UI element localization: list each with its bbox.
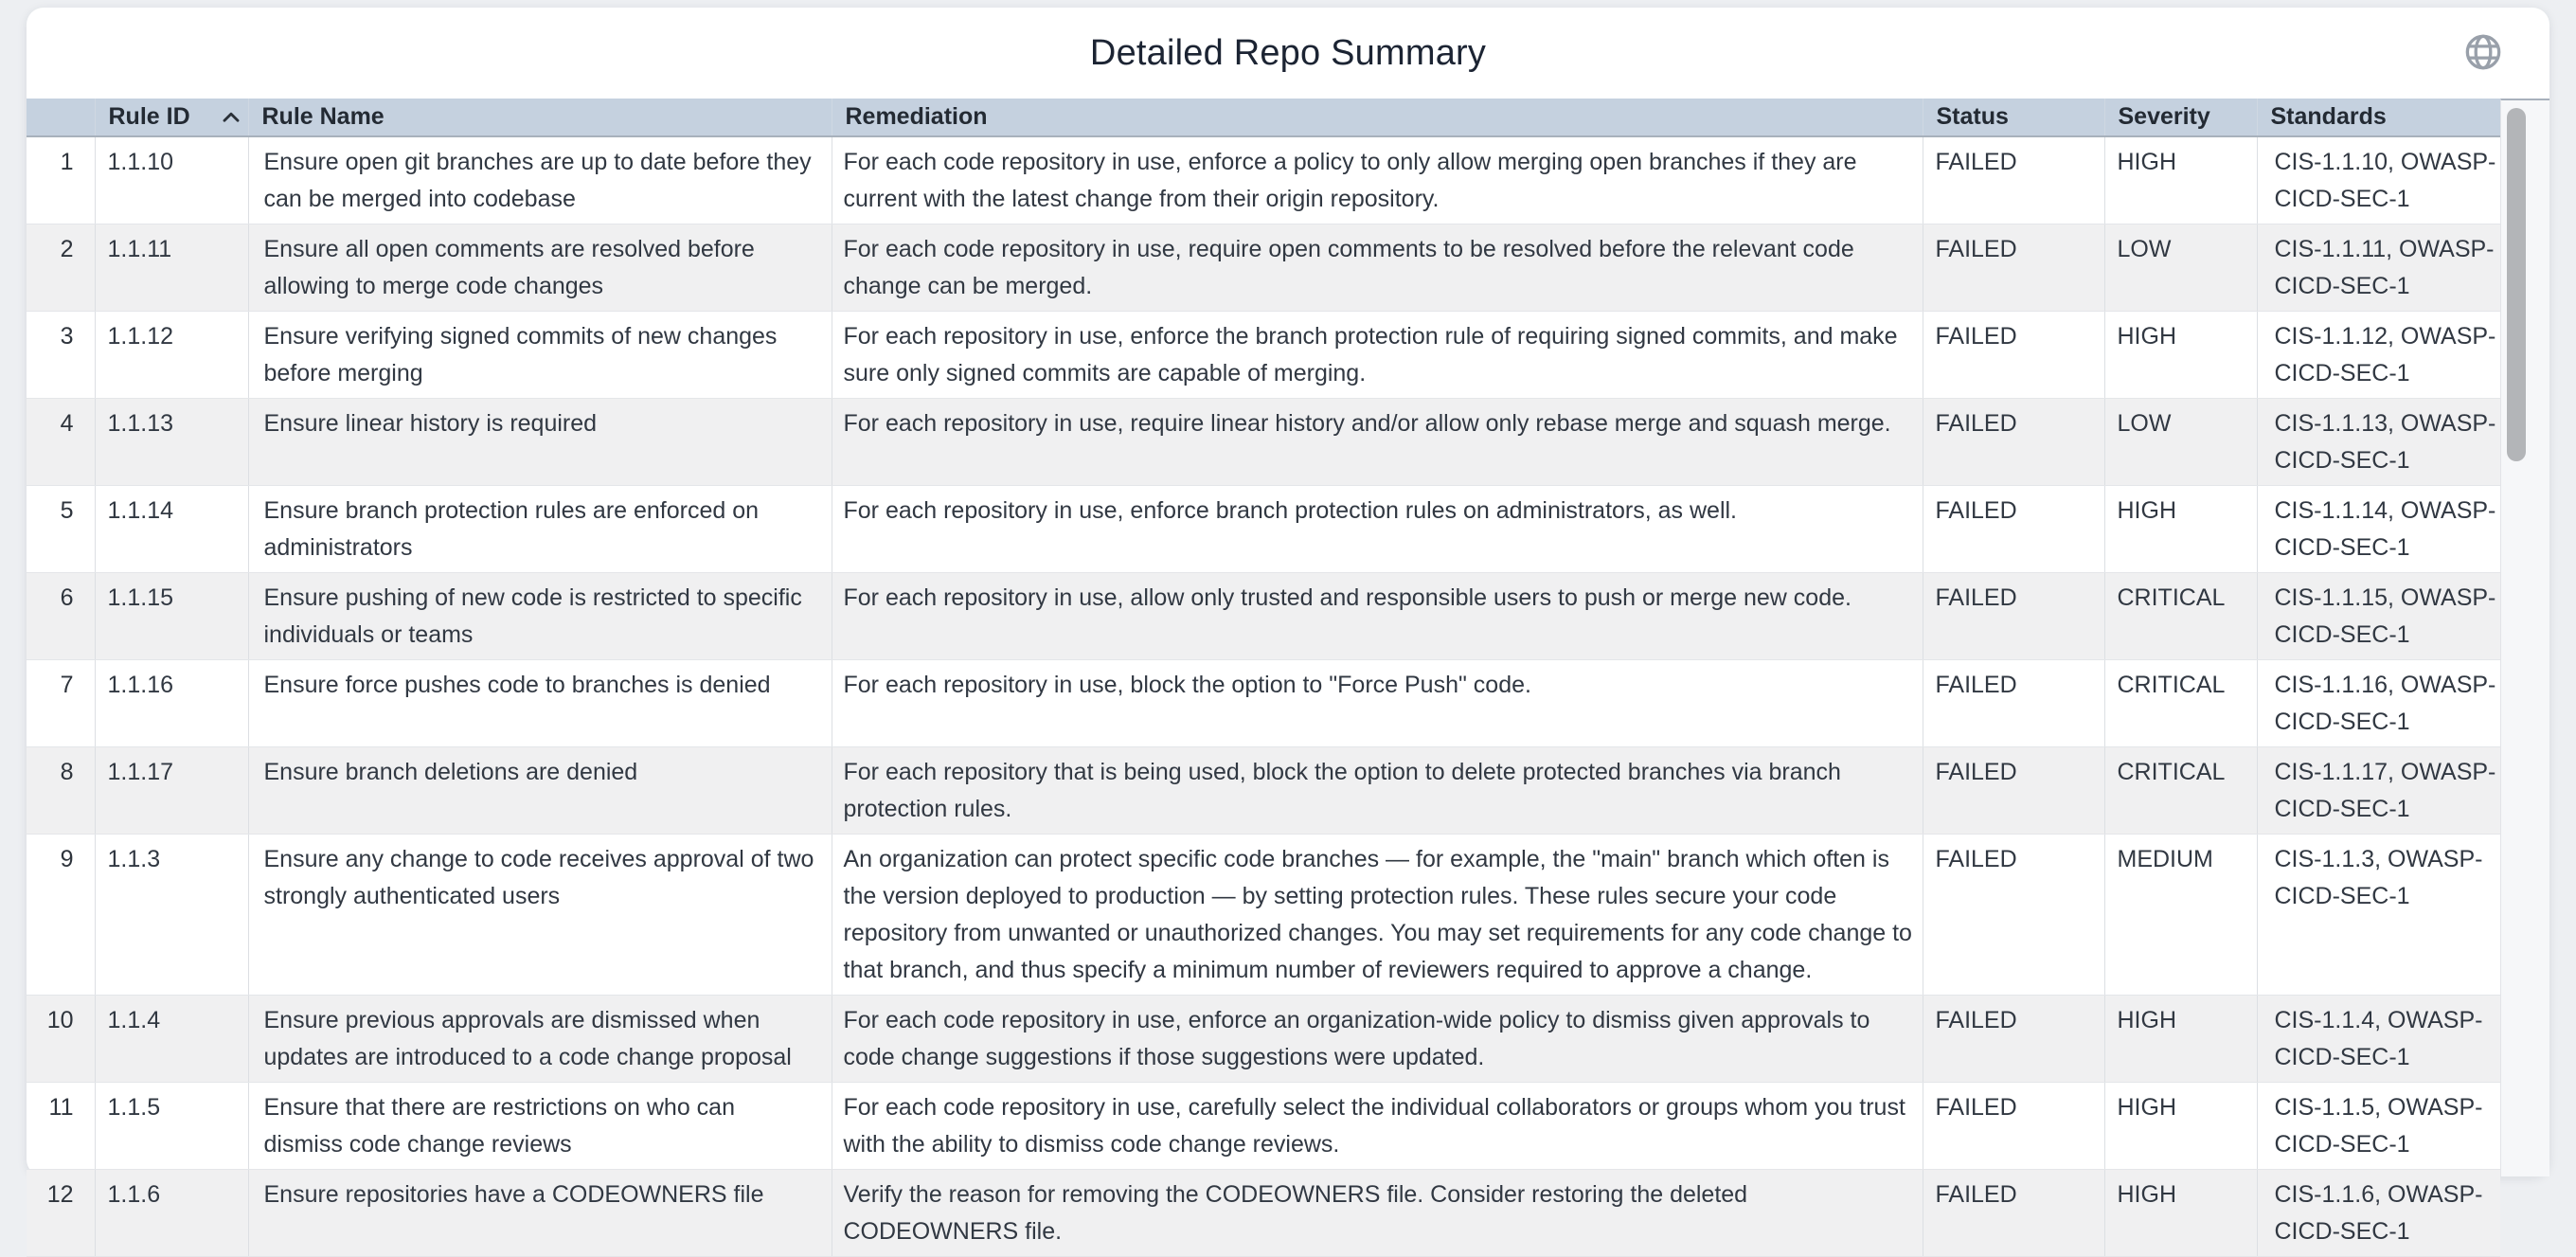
rule-id-cell: 1.1.6 <box>95 1170 248 1257</box>
sort-ascending-icon[interactable] <box>219 105 243 130</box>
status-cell: FAILED <box>1923 224 2104 312</box>
remediation-cell: For each code repository in use, require open comments to be resolved before the relevant code change can be merged. <box>832 224 1923 312</box>
severity-cell: HIGH <box>2104 1170 2257 1257</box>
row-index: 9 <box>27 835 95 996</box>
remediation-cell: For each code repository in use, enforce an organization-wide policy to dismiss given approvals to code change suggestions if those suggestions were updated. <box>832 996 1923 1083</box>
severity-cell: LOW <box>2104 224 2257 312</box>
rule-id-cell: 1.1.13 <box>95 399 248 486</box>
standards-cell: CIS-1.1.17, OWASP-CICD-SEC-1 <box>2257 747 2500 835</box>
column-header-rule-id[interactable] <box>95 99 248 136</box>
table-row <box>27 399 2500 486</box>
status-cell: FAILED <box>1923 1083 2104 1170</box>
severity-cell: CRITICAL <box>2104 660 2257 747</box>
severity-cell: MEDIUM <box>2104 835 2257 996</box>
table-row <box>27 486 2500 573</box>
row-index: 12 <box>27 1170 95 1257</box>
remediation-cell: Verify the reason for removing the CODEOWNERS file. Consider restoring the deleted CODEOWNERS file. <box>832 1170 1923 1257</box>
table-header-row <box>27 99 2500 136</box>
standards-cell: CIS-1.1.3, OWASP-CICD-SEC-1 <box>2257 835 2500 996</box>
rule-id-cell: 1.1.3 <box>95 835 248 996</box>
standards-cell: CIS-1.1.16, OWASP-CICD-SEC-1 <box>2257 660 2500 747</box>
standards-cell: CIS-1.1.5, OWASP-CICD-SEC-1 <box>2257 1083 2500 1170</box>
standards-cell: CIS-1.1.13, OWASP-CICD-SEC-1 <box>2257 399 2500 486</box>
remediation-cell: An organization can protect specific code branches — for example, the "main" branch which often is the version deployed to production — by setting protection rules. These rules secure your code repository from unwanted or unauthorized changes. You may set requirements for any code change to that branch, and thus specify a minimum number of reviewers required to approve a change. <box>832 835 1923 996</box>
table-row <box>27 996 2500 1083</box>
remediation-cell: For each repository that is being used, block the option to delete protected branches via branch protection rules. <box>832 747 1923 835</box>
rule-id-cell: 1.1.14 <box>95 486 248 573</box>
standards-cell: CIS-1.1.15, OWASP-CICD-SEC-1 <box>2257 573 2500 660</box>
rule-name-cell: Ensure that there are restrictions on who can dismiss code change reviews <box>248 1083 832 1170</box>
standards-cell: CIS-1.1.6, OWASP-CICD-SEC-1 <box>2257 1170 2500 1257</box>
rule-name-cell: Ensure verifying signed commits of new changes before merging <box>248 312 832 399</box>
table-row <box>27 747 2500 835</box>
status-cell: FAILED <box>1923 747 2104 835</box>
standards-cell: CIS-1.1.4, OWASP-CICD-SEC-1 <box>2257 996 2500 1083</box>
standards-cell: CIS-1.1.10, OWASP-CICD-SEC-1 <box>2257 136 2500 224</box>
language-button[interactable] <box>2462 32 2504 74</box>
row-index: 1 <box>27 136 95 224</box>
rule-name-cell: Ensure all open comments are resolved before allowing to merge code changes <box>248 224 832 312</box>
scrollbar-thumb[interactable] <box>2507 108 2526 461</box>
table-row <box>27 573 2500 660</box>
status-cell: FAILED <box>1923 486 2104 573</box>
table-row <box>27 312 2500 399</box>
remediation-cell: For each repository in use, allow only trusted and responsible users to push or merge new code. <box>832 573 1923 660</box>
column-header-rule-name[interactable]: Rule Name <box>248 99 832 136</box>
standards-cell: CIS-1.1.11, OWASP-CICD-SEC-1 <box>2257 224 2500 312</box>
severity-cell: HIGH <box>2104 486 2257 573</box>
status-cell: FAILED <box>1923 996 2104 1083</box>
standards-cell: CIS-1.1.14, OWASP-CICD-SEC-1 <box>2257 486 2500 573</box>
remediation-cell: For each repository in use, enforce branch protection rules on administrators, as well. <box>832 486 1923 573</box>
severity-cell: HIGH <box>2104 1083 2257 1170</box>
rule-id-cell: 1.1.17 <box>95 747 248 835</box>
rule-name-cell: Ensure previous approvals are dismissed when updates are introduced to a code change proposal <box>248 996 832 1083</box>
status-cell: FAILED <box>1923 835 2104 996</box>
table-row <box>27 1170 2500 1257</box>
rule-name-cell: Ensure linear history is required <box>248 399 832 486</box>
rule-name-cell: Ensure open git branches are up to date before they can be merged into codebase <box>248 136 832 224</box>
row-index: 6 <box>27 573 95 660</box>
severity-cell: CRITICAL <box>2104 747 2257 835</box>
rule-id-cell: 1.1.15 <box>95 573 248 660</box>
remediation-cell: For each repository in use, require linear history and/or allow only rebase merge and squash merge. <box>832 399 1923 486</box>
rule-id-cell: 1.1.4 <box>95 996 248 1083</box>
row-index: 4 <box>27 399 95 486</box>
remediation-cell: For each repository in use, block the option to "Force Push" code. <box>832 660 1923 747</box>
row-index: 2 <box>27 224 95 312</box>
table-row <box>27 1083 2500 1170</box>
status-cell: FAILED <box>1923 312 2104 399</box>
row-index: 10 <box>27 996 95 1083</box>
standards-cell: CIS-1.1.12, OWASP-CICD-SEC-1 <box>2257 312 2500 399</box>
column-header-rule-id-label: Rule ID <box>108 103 190 130</box>
table-row <box>27 660 2500 747</box>
remediation-cell: For each code repository in use, carefully select the individual collaborators or groups whom you trust with the ability to dismiss code change reviews. <box>832 1083 1923 1170</box>
status-cell: FAILED <box>1923 136 2104 224</box>
row-index: 5 <box>27 486 95 573</box>
severity-cell: HIGH <box>2104 312 2257 399</box>
rule-id-cell: 1.1.16 <box>95 660 248 747</box>
column-header-severity[interactable]: Severity <box>2104 99 2257 136</box>
status-cell: FAILED <box>1923 660 2104 747</box>
rule-id-cell: 1.1.11 <box>95 224 248 312</box>
severity-cell: LOW <box>2104 399 2257 486</box>
row-index: 8 <box>27 747 95 835</box>
globe-icon <box>2464 33 2502 74</box>
status-cell: FAILED <box>1923 1170 2104 1257</box>
rule-name-cell: Ensure repositories have a CODEOWNERS file <box>248 1170 832 1257</box>
page-title: Detailed Repo Summary <box>1089 32 1487 73</box>
rule-name-cell: Ensure pushing of new code is restricted to specific individuals or teams <box>248 573 832 660</box>
rule-name-cell: Ensure branch protection rules are enforced on administrators <box>248 486 832 573</box>
table-row <box>27 224 2500 312</box>
row-index: 11 <box>27 1083 95 1170</box>
card-header <box>27 8 2549 99</box>
rule-name-cell: Ensure branch deletions are denied <box>248 747 832 835</box>
table-area <box>27 99 2549 1245</box>
table-row <box>27 136 2500 224</box>
rule-name-cell: Ensure any change to code receives approval of two strongly authenticated users <box>248 835 832 996</box>
table-row <box>27 835 2500 996</box>
repo-summary-card <box>27 8 2549 1245</box>
column-header-remediation[interactable]: Remediation <box>832 99 1923 136</box>
rule-id-cell: 1.1.12 <box>95 312 248 399</box>
severity-cell: HIGH <box>2104 136 2257 224</box>
repo-summary-table <box>27 99 2500 1257</box>
remediation-cell: For each code repository in use, enforce a policy to only allow merging open branches if they are current with the latest change from their origin repository. <box>832 136 1923 224</box>
row-index: 3 <box>27 312 95 399</box>
column-header-index <box>27 99 95 136</box>
row-index: 7 <box>27 660 95 747</box>
rule-id-cell: 1.1.10 <box>95 136 248 224</box>
rule-id-cell: 1.1.5 <box>95 1083 248 1170</box>
severity-cell: HIGH <box>2104 996 2257 1083</box>
severity-cell: CRITICAL <box>2104 573 2257 660</box>
vertical-scrollbar[interactable] <box>2500 99 2549 1176</box>
status-cell: FAILED <box>1923 573 2104 660</box>
column-header-standards[interactable]: Standards <box>2257 99 2500 136</box>
column-header-status[interactable]: Status <box>1923 99 2104 136</box>
rule-name-cell: Ensure force pushes code to branches is denied <box>248 660 832 747</box>
status-cell: FAILED <box>1923 399 2104 486</box>
remediation-cell: For each repository in use, enforce the branch protection rule of requiring signed commits, and make sure only signed commits are capable of merging. <box>832 312 1923 399</box>
